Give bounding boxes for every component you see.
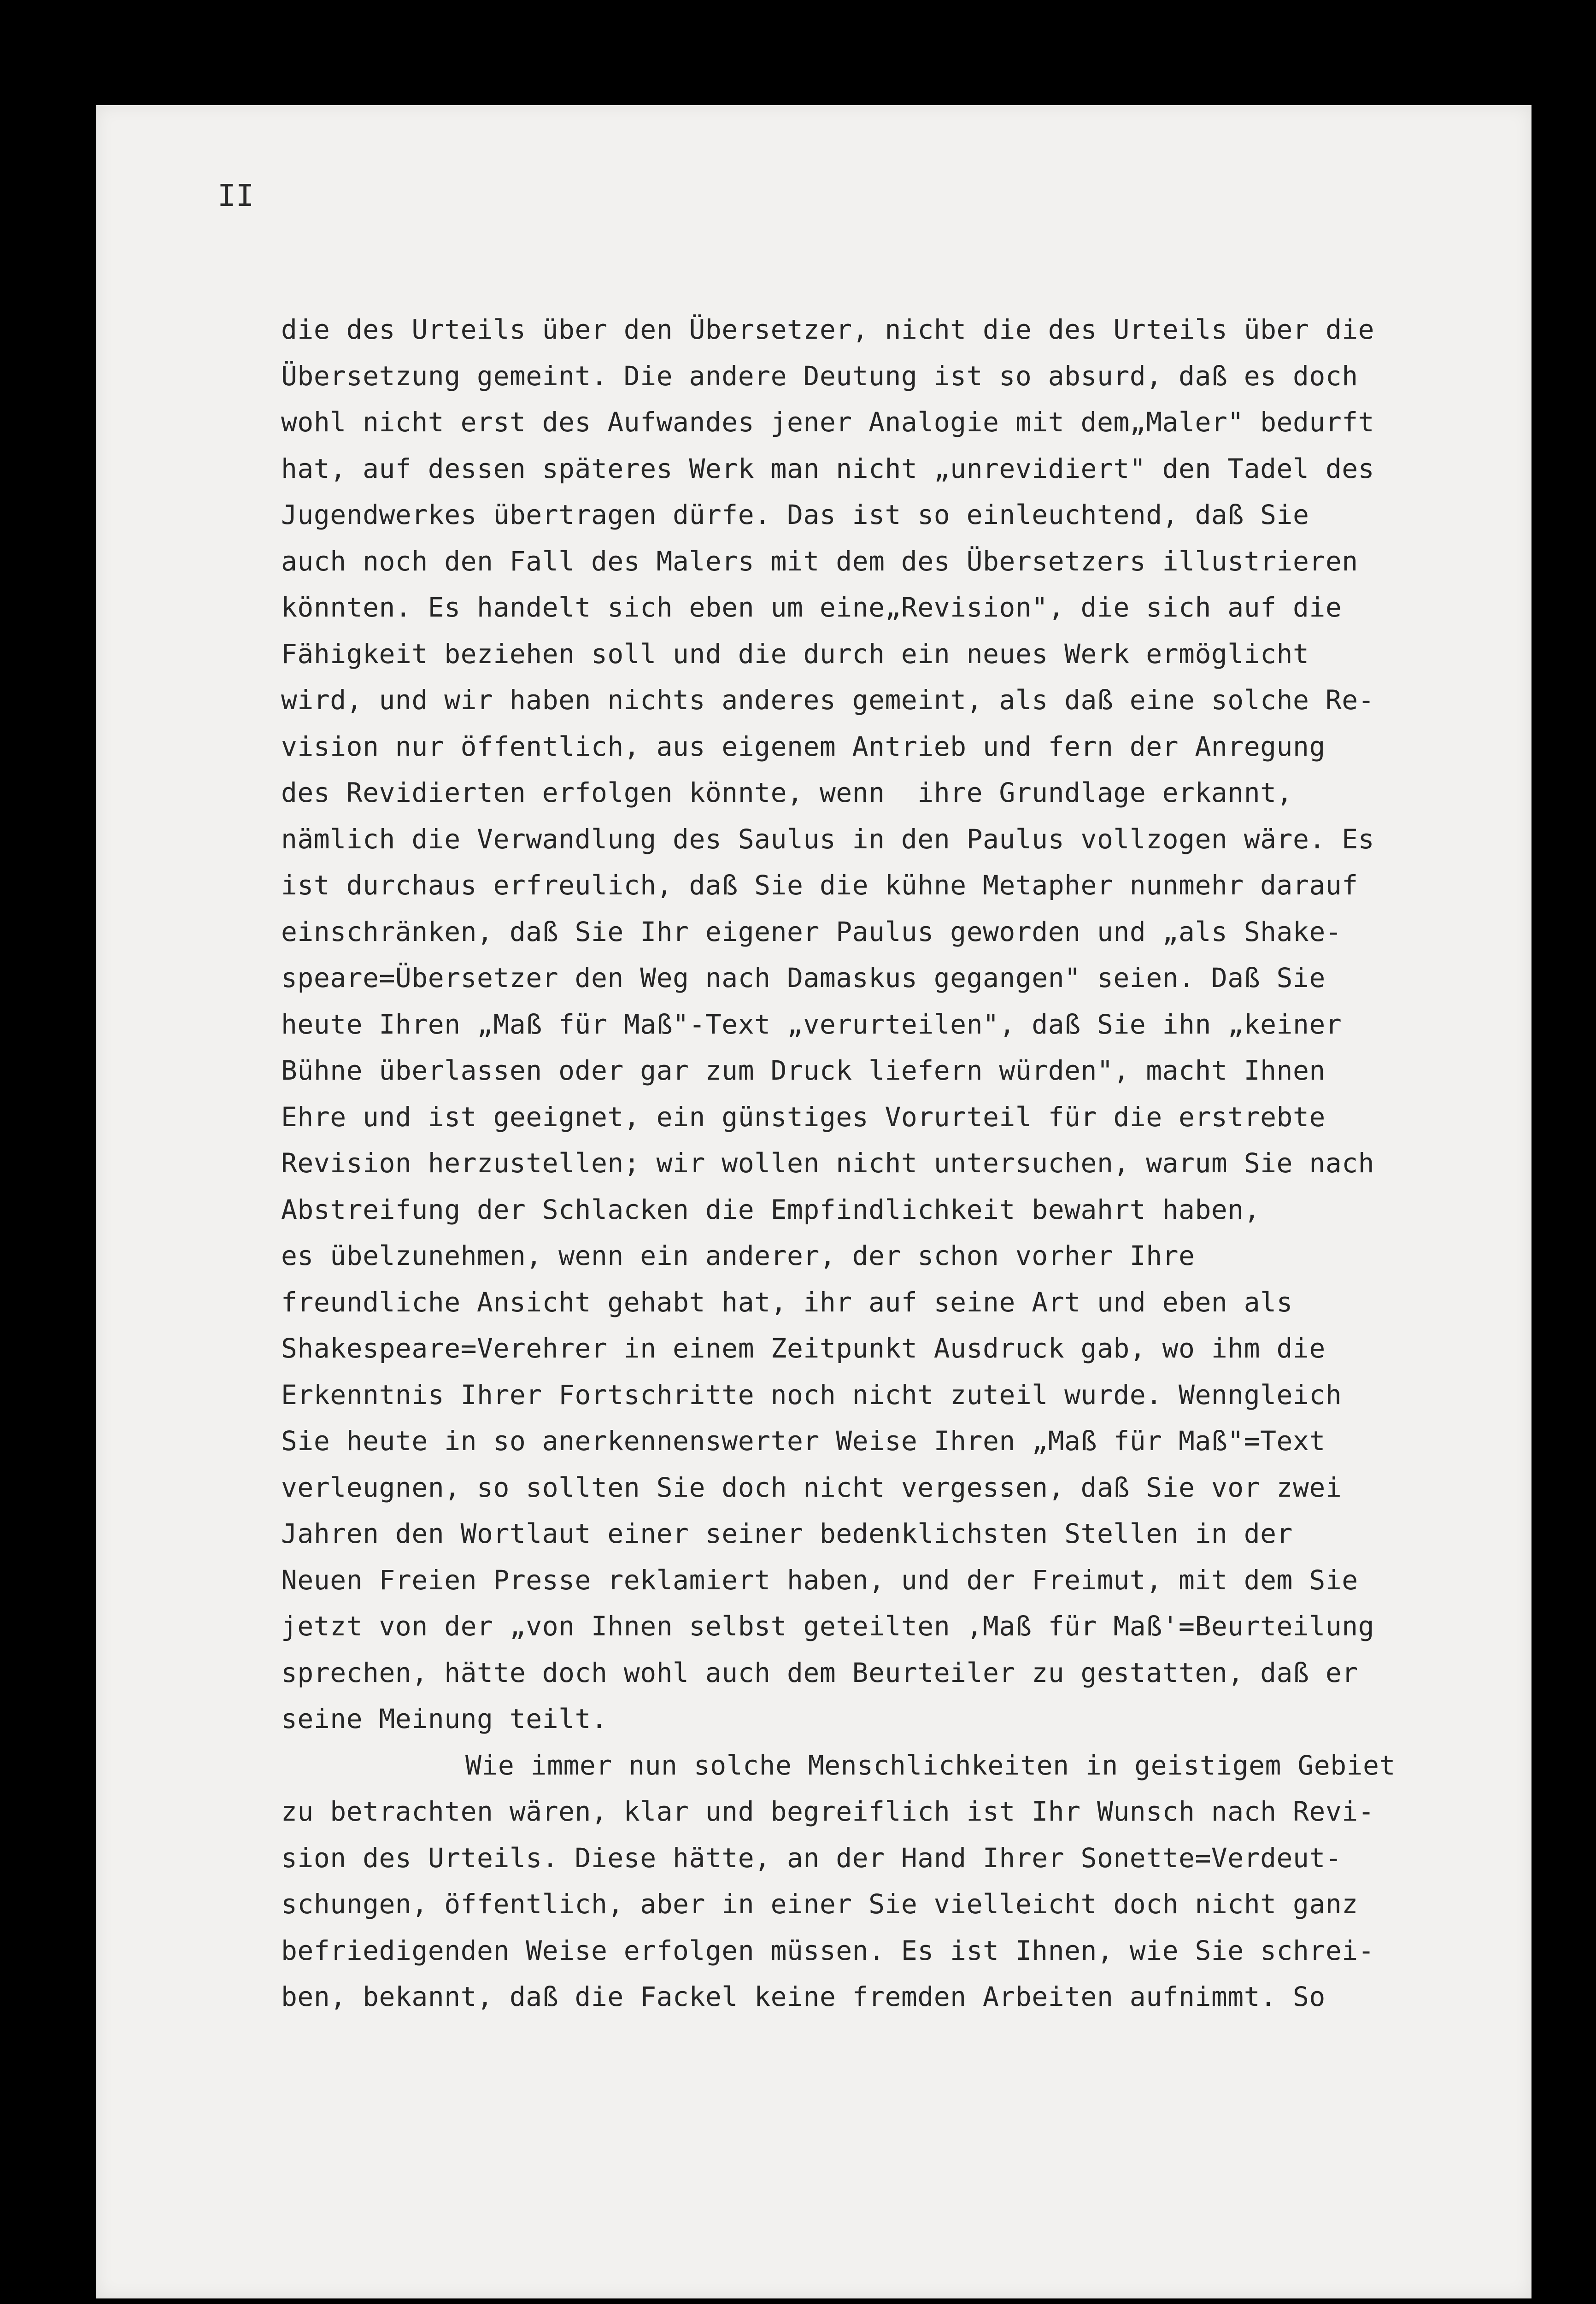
text-line: heute Ihren „Maß für Maß"-Text „verurteilen", daß Sie ihn „keiner [281,1008,1342,1040]
text-line: vision nur öffentlich, aus eigenem Antrieb und fern der Anregung [281,730,1326,762]
text-line: Jahren den Wortlaut einer seiner bedenklichsten Stellen in der [281,1518,1293,1549]
text-line: wird, und wir haben nichts anderes gemeint, als daß eine solche Re- [281,684,1375,716]
text-line: Jugendwerkes übertragen dürfe. Das ist so einleuchtend, daß Sie [281,499,1309,530]
text-line: ist durchaus erfreulich, daß Sie die kühne Metapher nunmehr darauf [281,870,1358,901]
typed-letter-body [281,306,1534,2020]
text-line: zu betrachten wären, klar und begreiflich ist Ihr Wunsch nach Revi- [281,1796,1375,1827]
text-line: freundliche Ansicht gehabt hat, ihr auf seine Art und eben als [281,1286,1293,1318]
text-line: Ehre und ist geeignet, ein günstiges Vorurteil für die erstrebte [281,1101,1326,1133]
text-line: befriedigenden Weise erfolgen müssen. Es ist Ihnen, wie Sie schrei- [281,1934,1375,1966]
text-line: des Revidierten erfolgen könnte, wenn ihre Grundlage erkannt, [281,777,1293,808]
page-number: II [217,178,254,213]
text-line: Fähigkeit beziehen soll und die durch ein neues Werk ermöglicht [281,638,1309,670]
text-line: Erkenntnis Ihrer Fortschritte noch nicht zuteil wurde. Wenngleich [281,1379,1342,1411]
text-line: speare=Übersetzer den Weg nach Damaskus gegangen" seien. Daß Sie [281,962,1326,993]
text-line: Übersetzung gemeint. Die andere Deutung ist so absurd, daß es doch [281,360,1358,392]
text-line: Shakespeare=Verehrer in einem Zeitpunkt Ausdruck gab, wo ihm die [281,1333,1326,1364]
text-line: seine Meinung teilt. [281,1703,608,1734]
text-line: die des Urteils über den Übersetzer, nicht die des Urteils über die [281,314,1375,345]
text-line: Neuen Freien Presse reklamiert haben, und der Freimut, mit dem Sie [281,1564,1358,1596]
text-line: nämlich die Verwandlung des Saulus in den Paulus vollzogen wäre. Es [281,823,1375,855]
text-line-indented: Wie immer nun solche Menschlichkeiten in geistigem Gebiet [465,1749,1396,1781]
text-line: schungen, öffentlich, aber in einer Sie vielleicht doch nicht ganz [281,1888,1358,1920]
text-line: verleugnen, so sollten Sie doch nicht vergessen, daß Sie vor zwei [281,1471,1342,1503]
text-line: es übelzunehmen, wenn ein anderer, der schon vorher Ihre [281,1240,1195,1271]
text-line: ben, bekannt, daß die Fackel keine fremden Arbeiten aufnimmt. So [281,1981,1326,2012]
text-line: hat, auf dessen späteres Werk man nicht „unrevidiert" den Tadel des [281,453,1375,484]
text-line: wohl nicht erst des Aufwandes jener Analogie mit dem„Maler" bedurft [281,406,1375,438]
text-line: sprechen, hätte doch wohl auch dem Beurteiler zu gestatten, daß er [281,1657,1358,1688]
text-line: Bühne überlassen oder gar zum Druck liefern würden", macht Ihnen [281,1055,1326,1086]
text-line: jetzt von der „von Ihnen selbst geteilten ‚Maß für Maß'=Beurteilung [281,1610,1375,1642]
paragraph-2 [281,1742,1534,2020]
text-line: einschränken, daß Sie Ihr eigener Paulus geworden und „als Shake- [281,916,1342,947]
paragraph-1 [281,306,1534,1742]
text-line: könnten. Es handelt sich eben um eine„Revision", die sich auf die [281,592,1342,623]
text-line: Sie heute in so anerkennenswerter Weise Ihren „Maß für Maß"=Text [281,1425,1326,1457]
text-line: sion des Urteils. Diese hätte, an der Hand Ihrer Sonette=Verdeut- [281,1842,1342,1874]
text-line: Revision herzustellen; wir wollen nicht untersuchen, warum Sie nach [281,1147,1375,1179]
text-line: auch noch den Fall des Malers mit dem des Übersetzers illustrieren [281,545,1358,577]
text-line: Abstreifung der Schlacken die Empfindlichkeit bewahrt haben, [281,1193,1261,1225]
